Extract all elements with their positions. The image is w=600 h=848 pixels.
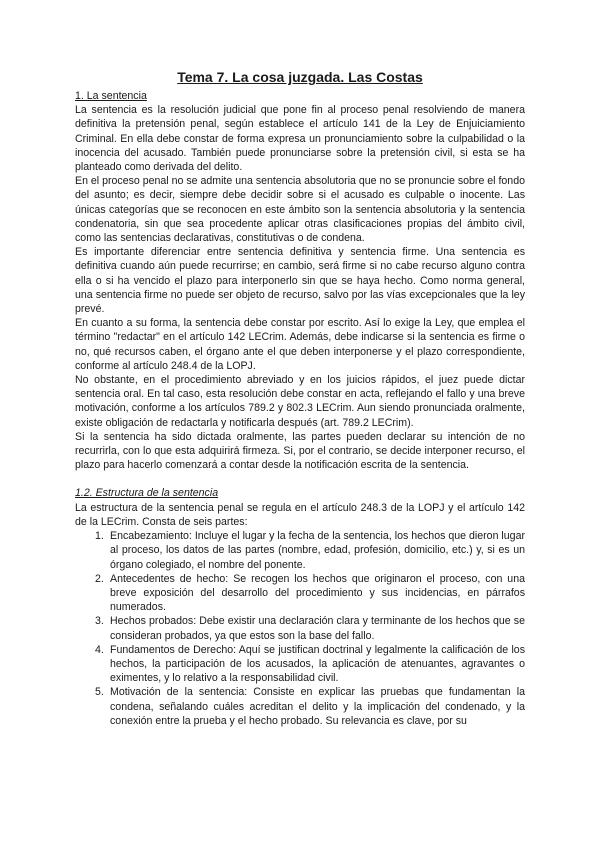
list-item	[75, 614, 525, 642]
list-item-text: Antecedentes de hecho: Se recogen los hechos que originaron el proceso, con una breve exposición del desarrollo del procedimiento y sus incidencias, en párrafos numerados.	[110, 572, 525, 614]
paragraph: No obstante, en el procedimiento abreviado y en los juicios rápidos, el juez puede dictar sentencia oral. En tal caso, esta resolución debe constar en acta, reflejando el fallo y una breve motivación, conforme a los artículos 789.2 y 802.3 LECrim. Aun siendo pronunciada oralmente, existe obligación de redactarla y notificarla después (art. 789.2 LECrim).	[75, 374, 525, 429]
paragraph: Si la sentencia ha sido dictada oralmente, las partes pueden declarar su intención de no recurrirla, con lo que esta adquirirá firmeza. Si, por el contrario, se decide interponer recurso, el plazo para hacerlo comenzará a contar desde la notificación escrita de la sentencia.	[75, 430, 525, 472]
list-item	[75, 643, 525, 686]
list-item-text: Encabezamiento: Incluye el lugar y la fecha de la sentencia, los hechos que dieron lugar al proceso, los datos de las partes (nombre, edad, profesión, domicilio, etc.) y, si es un órgano colegiado, el nombre del ponente.	[110, 530, 525, 571]
list-item-number: 4.	[95, 643, 104, 656]
paragraph: En el proceso penal no se admite una sentencia absolutoria que no se pronuncie sobre el fondo del asunto; es decir, siempre debe decidir sobre si el acusado es culpable o inocente. Las únicas categorías que se reconocen en este ámbito son la sentencia absolutoria y la sentencia condenatoria, sin que sea procedente aplicar otras clasificaciones propias del ámbito civil, como las sentencias declarativas, constitutivas o de condena.	[75, 175, 525, 245]
section-heading-sentencia: 1. La sentencia	[75, 90, 147, 102]
paragraph-intro: La estructura de la sentencia penal se regula en el artículo 248.3 de la LOPJ y el artículo 142 de la LECrim. Consta de seis partes:	[75, 501, 525, 528]
list-item-number: 2.	[95, 572, 104, 585]
list-item	[75, 572, 525, 615]
list-item	[75, 685, 525, 728]
paragraph: La sentencia es la resolución judicial que pone fin al proceso penal resolviendo de manera definitiva la pretensión penal, según establece el artículo 141 de la Ley de Enjuiciamiento Criminal. En ella debe constar de forma expresa un pronunciamiento sobre la culpabilidad o la inocencia del acusado. También puede pronunciarse sobre la pretensión civil, si esta se ha planteado como derivada del delito.	[75, 104, 525, 174]
paragraph: Es importante diferenciar entre sentencia definitiva y sentencia firme. Una sentencia es definitiva cuando aún puede recurrirse; en cambio, será firme si no cabe recurso alguno contra ella o si ha vencido el plazo para interponerlo sin que se haya hecho. Como norma general, una sentencia firme no puede ser objeto de recurso, salvo por las vías excepcionales que la ley prevé.	[75, 246, 525, 316]
structure-parts-list	[75, 529, 525, 728]
paragraph: En cuanto a su forma, la sentencia debe constar por escrito. Así lo exige la Ley, que emplea el término "redactar" en el artículo 142 LECrim. Además, debe indicarse si la sentencia es firme o no, qué recursos caben, el órgano ante el que deben interponerse y el plazo correspondiente, conforme al artículo 248.4 de la LOPJ.	[75, 317, 525, 372]
list-item-number: 3.	[95, 615, 104, 628]
document-title: Tema 7. La cosa juzgada. Las Costas	[177, 69, 423, 85]
list-item-text: Fundamentos de Derecho: Aquí se justifican doctrinal y legalmente la calificación de los hechos, la participación de los acusados, la aplicación de atenuantes, agravantes o eximentes, y lo relativo a la responsabilidad civil.	[110, 643, 525, 685]
subsection-heading-estructura: 1.2. Estructura de la sentencia	[75, 487, 219, 500]
list-item	[75, 529, 525, 572]
list-item-text: Motivación de la sentencia: Consiste en explicar las pruebas que fundamentan la condena, señalando cuáles acreditan el delito y la implicación del condenado, y la conexión entre la prueba y el hecho probado. Su relevancia es clave, por su	[110, 686, 525, 727]
list-item-number: 1.	[95, 530, 104, 543]
list-item-number: 5.	[95, 686, 104, 699]
list-item-text: Hechos probados: Debe existir una declaración clara y terminante de los hechos que se consideran probados, ya que estos son la base del fallo.	[110, 615, 525, 642]
